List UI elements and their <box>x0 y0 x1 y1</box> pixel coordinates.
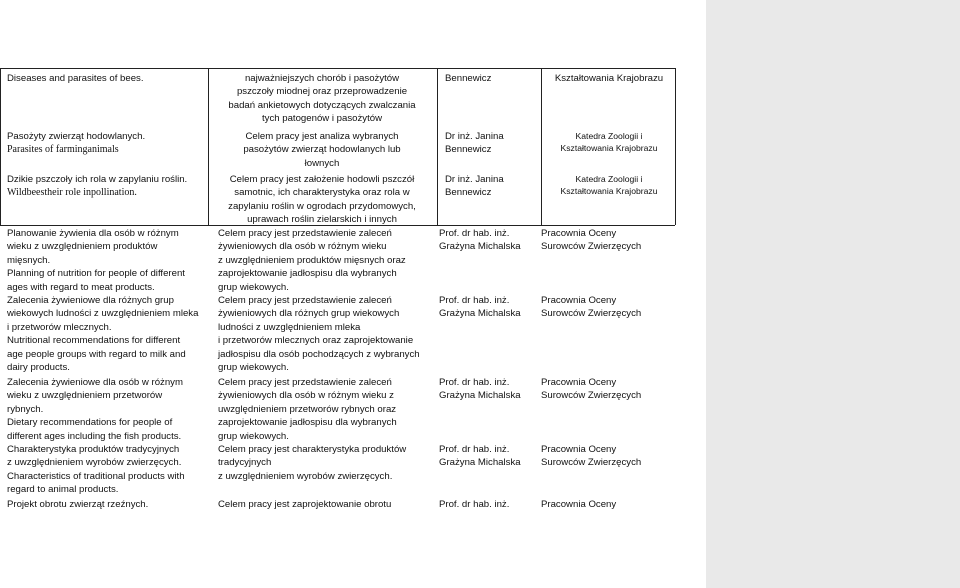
supervisor-line: Grażyna Michalska <box>439 308 521 320</box>
title-line: wieku z uwzględnieniem produktów <box>7 241 158 253</box>
title-line: Projekt obrotu zwierząt rzeźnych. <box>7 499 149 510</box>
description-line: jadłospisu dla osób pochodzących z wybranych <box>218 348 420 360</box>
supervisor-line: Prof. dr hab. inż. <box>439 228 510 239</box>
description-line: Celem pracy jest przedstawienie zaleceń <box>218 377 392 388</box>
cell-traditional-department <box>541 443 673 470</box>
title-line: Charakterystyka produktów tradycyjnych <box>7 444 180 455</box>
cell-traditional-supervisor <box>439 443 539 470</box>
title-line: z uwzględnieniem wyrobów zwierzęcych. <box>7 457 182 469</box>
description-line: z uwzględnieniem wyrobów zwierzęcych. <box>218 470 393 482</box>
description-line: Celem pracy jest przedstawienie zaleceń <box>218 295 392 306</box>
title-line: Diseases and parasites of bees. <box>7 73 144 84</box>
supervisor-line: Prof. dr hab. inż. <box>439 295 510 306</box>
cell-fish-description <box>218 376 430 443</box>
department-line: Pracownia Oceny <box>541 295 617 306</box>
cell-slaughterhouse-title <box>7 498 207 511</box>
department-line: Kształtowania Krajobrazu <box>554 73 664 84</box>
department-line: Katedra Zoologii i <box>575 174 643 184</box>
cell-meat-title <box>7 227 207 294</box>
department-line: Pracownia Oceny <box>541 228 617 239</box>
description-line: Celem pracy jest założenie hodowli pszczół <box>229 174 415 185</box>
cell-bees-department <box>545 72 673 85</box>
title-line: rybnych. <box>7 403 44 415</box>
cell-slaughterhouse-department <box>541 498 673 511</box>
table-rule <box>208 68 209 225</box>
title-line: wieku z uwzględnieniem przetworów <box>7 390 163 402</box>
department-line: Katedra Zoologii i <box>575 131 643 141</box>
table-rule <box>0 68 1 225</box>
title-line: i przetworów mlecznych. <box>7 321 112 333</box>
cell-wild-bees-description <box>211 173 433 227</box>
cell-bees-title <box>7 72 207 85</box>
description-line: pszczoły miodnej oraz przeprowadzenie <box>236 86 408 98</box>
title-line: mięsnych. <box>7 254 51 266</box>
title-line: Nutritional recommendations for different <box>7 335 181 347</box>
title-line: Characteristics of traditional products with <box>7 470 185 482</box>
cell-fish-title <box>7 376 207 443</box>
title-line: age people groups with regard to milk and <box>7 348 186 360</box>
description-line: Celem pracy jest analiza wybranych <box>245 131 399 142</box>
description-line: uprawach roślin zielarskich i innych <box>247 214 397 226</box>
supervisor-line: Prof. dr hab. inż. <box>439 499 510 510</box>
cell-milk-supervisor <box>439 294 539 321</box>
cell-farm-parasites-description <box>211 130 433 170</box>
cell-meat-supervisor <box>439 227 539 254</box>
table-rule <box>675 68 676 225</box>
cell-bees-supervisor <box>445 72 545 85</box>
department-line: Surowców Zwierzęcych <box>541 457 642 469</box>
cell-farm-parasites-department <box>545 130 673 154</box>
description-line: tych patogenów i pasożytów <box>262 113 382 125</box>
title-line: Dietary recommendations for people of <box>7 417 173 429</box>
description-line: Celem pracy jest charakterystyka produktów <box>218 444 407 455</box>
cell-farm-parasites-supervisor <box>445 130 545 157</box>
supervisor-line: Prof. dr hab. inż. <box>439 444 510 455</box>
description-line: zapylaniu roślin w ogrodach przydomowych, <box>228 200 416 212</box>
title-line: Wildbeestheir role inpollination. <box>7 187 137 199</box>
description-line: tradycyjnych <box>218 457 272 469</box>
title-line: Planning of nutrition for people of different <box>7 268 185 280</box>
description-line: z uwzględnieniem produktów mięsnych oraz <box>218 254 406 266</box>
title-line: Dzikie pszczoły ich rola w zapylaniu roślin. <box>7 174 188 185</box>
description-line: badań ankietowych dotyczących zwalczania <box>228 99 416 111</box>
department-line: Pracownia Oceny <box>541 444 617 455</box>
supervisor-line: Grażyna Michalska <box>439 241 521 253</box>
description-line: łownych <box>304 157 340 169</box>
side-panel <box>706 0 960 588</box>
supervisor-line: Bennewicz <box>445 187 492 199</box>
description-line: pasożytów zwierząt hodowlanych lub <box>243 144 401 156</box>
cell-fish-department <box>541 376 673 403</box>
cell-wild-bees-title <box>7 173 207 200</box>
cell-slaughterhouse-description <box>218 498 430 511</box>
description-line: grup wiekowych. <box>218 362 289 374</box>
cell-milk-description <box>218 294 430 374</box>
table-rule <box>0 68 675 69</box>
title-line: wiekowych ludności z uwzględnieniem mleka <box>7 308 199 320</box>
department-line: Pracownia Oceny <box>541 499 617 510</box>
department-line: Surowców Zwierzęcych <box>541 308 642 320</box>
cell-fish-supervisor <box>439 376 539 403</box>
description-line: żywieniowych dla różnych grup wiekowych <box>218 308 400 320</box>
description-line: żywieniowych dla osób w różnym wieku <box>218 241 387 253</box>
title-line: Zalecenia żywieniowe dla osób w różnym <box>7 377 183 388</box>
department-line: Surowców Zwierzęcych <box>541 390 642 402</box>
supervisor-line: Grażyna Michalska <box>439 390 521 402</box>
description-line: grup wiekowych. <box>218 430 289 442</box>
cell-slaughterhouse-supervisor <box>439 498 539 511</box>
supervisor-line: Bennewicz <box>445 73 492 84</box>
cell-meat-department <box>541 227 673 254</box>
title-line: Parasites of farminganimals <box>7 144 119 156</box>
description-line: samotnic, ich charakterystyka oraz rola w <box>234 187 410 199</box>
table-rule <box>0 225 675 226</box>
description-line: uwzględnieniem przetworów rybnych oraz <box>218 403 397 415</box>
cell-milk-department <box>541 294 673 321</box>
title-line: Pasożyty zwierząt hodowlanych. <box>7 131 146 142</box>
title-line: ages with regard to meat products. <box>7 281 155 293</box>
description-line: żywieniowych dla osób w różnym wieku z <box>218 390 394 402</box>
cell-bees-description <box>211 72 433 126</box>
cell-traditional-description <box>218 443 430 483</box>
description-line: Celem pracy jest zaprojektowanie obrotu <box>218 499 392 510</box>
supervisor-line: Dr inż. Janina <box>445 174 504 185</box>
cell-farm-parasites-title <box>7 130 207 157</box>
title-line: dairy products. <box>7 362 70 374</box>
description-line: grup wiekowych. <box>218 281 289 293</box>
cell-wild-bees-department <box>545 173 673 197</box>
description-line: ludności z uwzględnieniem mleka <box>218 321 361 333</box>
department-line: Pracownia Oceny <box>541 377 617 388</box>
description-line: i przetworów mlecznych oraz zaprojektowanie <box>218 335 414 347</box>
cell-milk-title <box>7 294 207 374</box>
table-rule <box>437 68 438 225</box>
description-line: Celem pracy jest przedstawienie zaleceń <box>218 228 392 239</box>
cell-traditional-title <box>7 443 207 497</box>
title-line: regard to animal products. <box>7 484 119 496</box>
description-line: najważniejszych chorób i pasożytów <box>244 73 400 84</box>
department-line: Surowców Zwierzęcych <box>541 241 642 253</box>
cell-wild-bees-supervisor <box>445 173 545 200</box>
table-rule <box>541 68 542 225</box>
department-line: Kształtowania Krajobrazu <box>560 186 658 197</box>
supervisor-line: Prof. dr hab. inż. <box>439 377 510 388</box>
title-line: Zalecenia żywieniowe dla różnych grup <box>7 295 174 306</box>
supervisor-line: Bennewicz <box>445 144 492 156</box>
supervisor-line: Grażyna Michalska <box>439 457 521 469</box>
department-line: Kształtowania Krajobrazu <box>560 143 658 154</box>
title-line: different ages including the fish products. <box>7 430 182 442</box>
supervisor-line: Dr inż. Janina <box>445 131 504 142</box>
title-line: Planowanie żywienia dla osób w różnym <box>7 228 179 239</box>
description-line: zaprojektowanie jadłospisu dla wybranych <box>218 417 397 429</box>
description-line: zaprojektowanie jadłospisu dla wybranych <box>218 268 397 280</box>
cell-meat-description <box>218 227 430 294</box>
